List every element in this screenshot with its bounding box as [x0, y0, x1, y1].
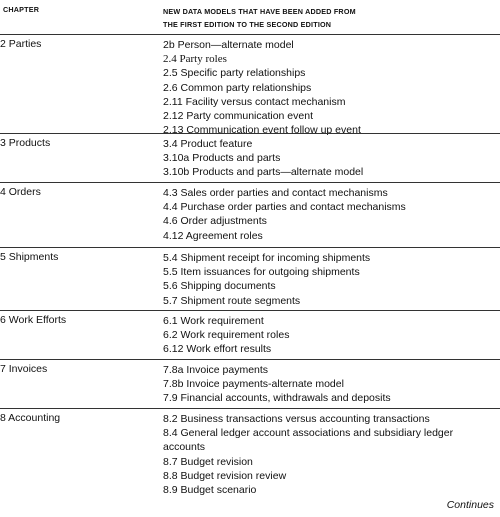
- model-list: [163, 251, 493, 308]
- table-header: [0, 0, 500, 34]
- model-list: [163, 186, 493, 243]
- model-item: 8.8 Budget revision review: [163, 469, 287, 482]
- model-item: 5.6 Shipping documents: [163, 280, 276, 293]
- model-item: 2.11 Facility versus contact mechanism: [163, 95, 346, 108]
- model-item: 7.9 Financial accounts, withdrawals and deposits: [163, 392, 391, 405]
- chapter-label: 7 Invoices: [0, 363, 48, 375]
- model-list: [163, 314, 493, 357]
- model-item: 4.3 Sales order parties and contact mechanisms: [163, 187, 388, 199]
- model-item: 2.13 Communication event follow up event: [163, 124, 361, 137]
- model-item: 5.5 Item issuances for outgoing shipments: [163, 266, 360, 279]
- model-item: 3.10a Products and parts: [163, 152, 281, 165]
- model-item: 8.9 Budget scenario: [163, 484, 257, 497]
- model-item: 2.6 Common party relationships: [163, 81, 312, 94]
- model-list: [163, 363, 493, 406]
- model-item: 6.2 Work requirement roles: [163, 329, 290, 342]
- column-header-line-2: THE FIRST EDITION TO THE SECOND EDITION: [163, 20, 332, 29]
- table-row: [0, 183, 500, 247]
- model-item: 4.4 Purchase order parties and contact mechanisms: [163, 201, 406, 214]
- chapter-label: 3 Products: [0, 137, 51, 149]
- model-item: 2.5 Specific party relationships: [163, 67, 306, 80]
- model-item: 5.7 Shipment route segments: [163, 294, 301, 307]
- column-header-chapter: CHAPTER: [3, 5, 40, 14]
- table-row: [0, 134, 500, 182]
- model-item: 8.7 Budget revision: [163, 455, 253, 468]
- model-item: 6.1 Work requirement: [163, 315, 264, 327]
- model-item: 8.2 Business transactions versus accounting transactions: [163, 413, 430, 425]
- chapter-label: 5 Shipments: [0, 251, 59, 263]
- model-item: 4.12 Agreement roles: [163, 229, 263, 242]
- table-row: [0, 35, 500, 137]
- table-row: [0, 248, 500, 310]
- model-item: 7.8b Invoice payments-alternate model: [163, 378, 344, 391]
- model-item: 3.10b Products and parts—alternate model: [163, 166, 364, 179]
- continues-note: Continues: [446, 499, 494, 511]
- model-list: [163, 412, 493, 497]
- chapter-label: 2 Parties: [0, 38, 42, 50]
- table-row: [0, 311, 500, 359]
- model-list: [163, 38, 493, 137]
- model-item: 4.6 Order adjustments: [163, 215, 267, 228]
- column-header-new-models: [163, 5, 356, 31]
- model-item: 5.4 Shipment receipt for incoming shipments: [163, 252, 371, 264]
- chapter-label: 6 Work Efforts: [0, 314, 67, 326]
- model-item: 6.12 Work effort results: [163, 343, 272, 356]
- model-item: 8.4 General ledger account associations and subsidiary ledger accounts: [163, 427, 454, 454]
- model-list: [163, 137, 493, 180]
- model-item: 3.4 Product feature: [163, 138, 253, 150]
- chapter-label: 4 Orders: [0, 186, 41, 198]
- table-row: [0, 360, 500, 408]
- chapter-label: 8 Accounting: [0, 412, 61, 424]
- model-item: 2.4 Party roles: [163, 53, 227, 66]
- table-row: [0, 409, 500, 497]
- model-item: 2b Person—alternate model: [163, 39, 294, 51]
- column-header-line-1: NEW DATA MODELS THAT HAVE BEEN ADDED FROM: [163, 7, 356, 16]
- model-item: 2.12 Party communication event: [163, 110, 313, 123]
- model-item: 7.8a Invoice payments: [163, 364, 269, 376]
